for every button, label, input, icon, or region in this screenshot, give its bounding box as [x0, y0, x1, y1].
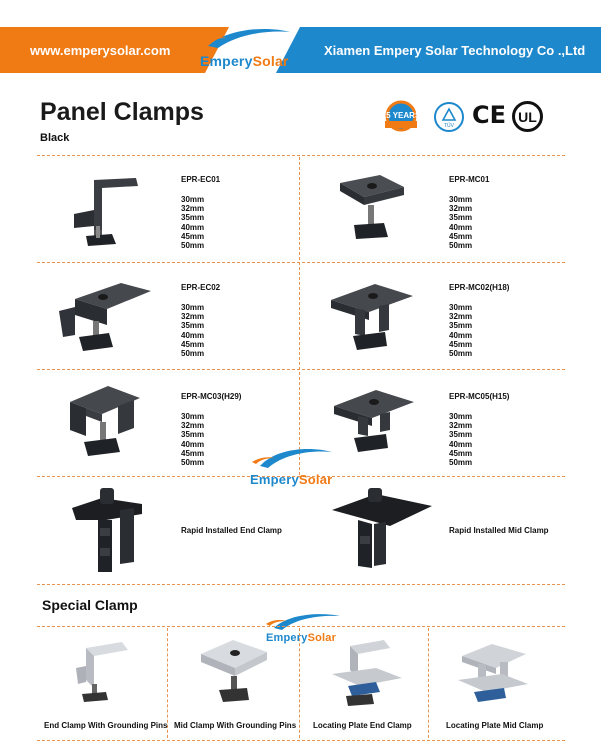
size-value: 32mm	[181, 204, 205, 214]
special-clamp-label: End Clamp With Grounding Pins	[44, 721, 168, 730]
clamp-code: EPR-EC01	[181, 175, 221, 184]
size-value: 32mm	[181, 312, 205, 322]
size-value: 50mm	[181, 349, 205, 359]
size-value: 32mm	[449, 204, 473, 214]
special-clamp-label: Locating Plate Mid Clamp	[446, 721, 544, 730]
end-clamp-grounding-image	[72, 638, 132, 709]
clamp-image-mc03	[62, 380, 144, 469]
size-value: 40mm	[449, 330, 473, 340]
size-value: 45mm	[449, 339, 473, 349]
size-value: 50mm	[449, 349, 473, 359]
size-value: 40mm	[181, 439, 205, 449]
website-banner	[0, 27, 205, 73]
svg-text:UL: UL	[518, 109, 537, 125]
size-value: 35mm	[449, 321, 473, 331]
logo-swoosh-icon	[262, 610, 346, 632]
divider	[37, 155, 565, 156]
logo-text-empery: Empery	[266, 632, 308, 644]
clamp-sizes	[181, 195, 204, 250]
divider	[428, 628, 429, 738]
size-value: 45mm	[181, 448, 205, 458]
rapid-end-clamp-label: Rapid Installed End Clamp	[181, 526, 282, 535]
locating-plate-end-clamp-image	[326, 634, 406, 713]
size-value: 30mm	[181, 303, 205, 312]
divider	[299, 628, 300, 738]
clamp-image-ec01	[68, 170, 148, 255]
clamp-code: EPR-MC03(H29)	[181, 392, 242, 401]
divider	[299, 157, 300, 475]
mid-clamp-grounding-image	[195, 634, 271, 711]
size-value: 30mm	[449, 412, 473, 421]
size-value: 35mm	[449, 213, 473, 223]
size-value: 30mm	[181, 412, 205, 421]
clamp-sizes	[181, 412, 204, 467]
size-value: 30mm	[181, 195, 205, 204]
clamp-code: EPR-MC01	[449, 175, 490, 184]
size-value: 32mm	[181, 421, 205, 431]
rapid-end-clamp-image	[62, 484, 152, 581]
size-value: 35mm	[181, 213, 205, 223]
size-value: 40mm	[449, 222, 473, 232]
rapid-mid-clamp-image	[328, 486, 436, 577]
divider	[37, 626, 565, 627]
divider	[37, 740, 565, 741]
divider	[37, 369, 565, 370]
special-clamp-label: Mid Clamp With Grounding Pins	[174, 721, 297, 730]
size-value: 45mm	[181, 231, 205, 241]
page-title: Panel Clamps	[40, 98, 204, 126]
logo-text-solar: Solar	[252, 53, 289, 69]
size-value: 32mm	[449, 312, 473, 322]
size-value: 35mm	[181, 430, 205, 440]
logo-text-solar: Solar	[298, 472, 333, 487]
clamp-sizes	[449, 195, 472, 250]
size-value: 45mm	[449, 448, 473, 458]
size-value: 40mm	[181, 330, 205, 340]
logo-text-empery: Empery	[250, 472, 299, 487]
clamp-code: EPR-MC05(H15)	[449, 392, 510, 401]
locating-plate-mid-clamp-image	[452, 634, 532, 713]
special-clamp-label: Locating Plate End Clamp	[313, 721, 412, 730]
size-value: 50mm	[181, 241, 205, 251]
clamp-code: EPR-EC02	[181, 283, 221, 292]
divider	[37, 584, 565, 585]
size-value: 40mm	[449, 439, 473, 449]
size-value: 35mm	[449, 430, 473, 440]
logo-text-solar: Solar	[307, 632, 337, 644]
size-value: 30mm	[449, 195, 473, 204]
size-value: 35mm	[181, 321, 205, 331]
size-value: 50mm	[449, 241, 473, 251]
page-subtitle: Black	[40, 132, 70, 144]
logo-text-empery: Empery	[200, 53, 253, 69]
clamp-sizes	[449, 412, 472, 467]
rapid-mid-clamp-label: Rapid Installed Mid Clamp	[449, 526, 549, 535]
size-value: 50mm	[449, 458, 473, 468]
logo-swoosh-icon	[248, 444, 338, 472]
warranty-badge-icon	[383, 99, 419, 135]
ul-certification-icon	[511, 100, 544, 133]
size-value: 40mm	[181, 222, 205, 232]
company-banner	[300, 27, 601, 73]
svg-text:15 YEARS: 15 YEARS	[383, 111, 419, 120]
size-value: 45mm	[181, 339, 205, 349]
size-value: 32mm	[449, 421, 473, 431]
clamp-code: EPR-MC02(H18)	[449, 283, 510, 292]
section-heading: Special Clamp	[42, 597, 138, 613]
ce-mark-icon: CE	[472, 101, 507, 129]
svg-text:TÜV: TÜV	[444, 123, 454, 129]
clamp-sizes	[449, 303, 472, 358]
header-logo	[198, 26, 298, 76]
size-value: 30mm	[449, 303, 473, 312]
company-name: Xiamen Empery Solar Technology Co .,Ltd	[324, 42, 586, 58]
clamp-image-ec02	[55, 277, 155, 362]
clamp-image-mc02	[325, 274, 417, 363]
divider	[37, 262, 565, 263]
size-value: 50mm	[181, 458, 205, 468]
logo-swoosh-icon	[198, 26, 298, 54]
tuv-certification-icon	[432, 100, 466, 134]
watermark-logo	[248, 444, 338, 492]
clamp-image-mc05	[328, 380, 418, 469]
size-value: 45mm	[449, 231, 473, 241]
clamp-image-mc01	[330, 165, 410, 254]
website-url[interactable]: www.emperysolar.com	[30, 42, 171, 58]
clamp-sizes	[181, 303, 204, 358]
